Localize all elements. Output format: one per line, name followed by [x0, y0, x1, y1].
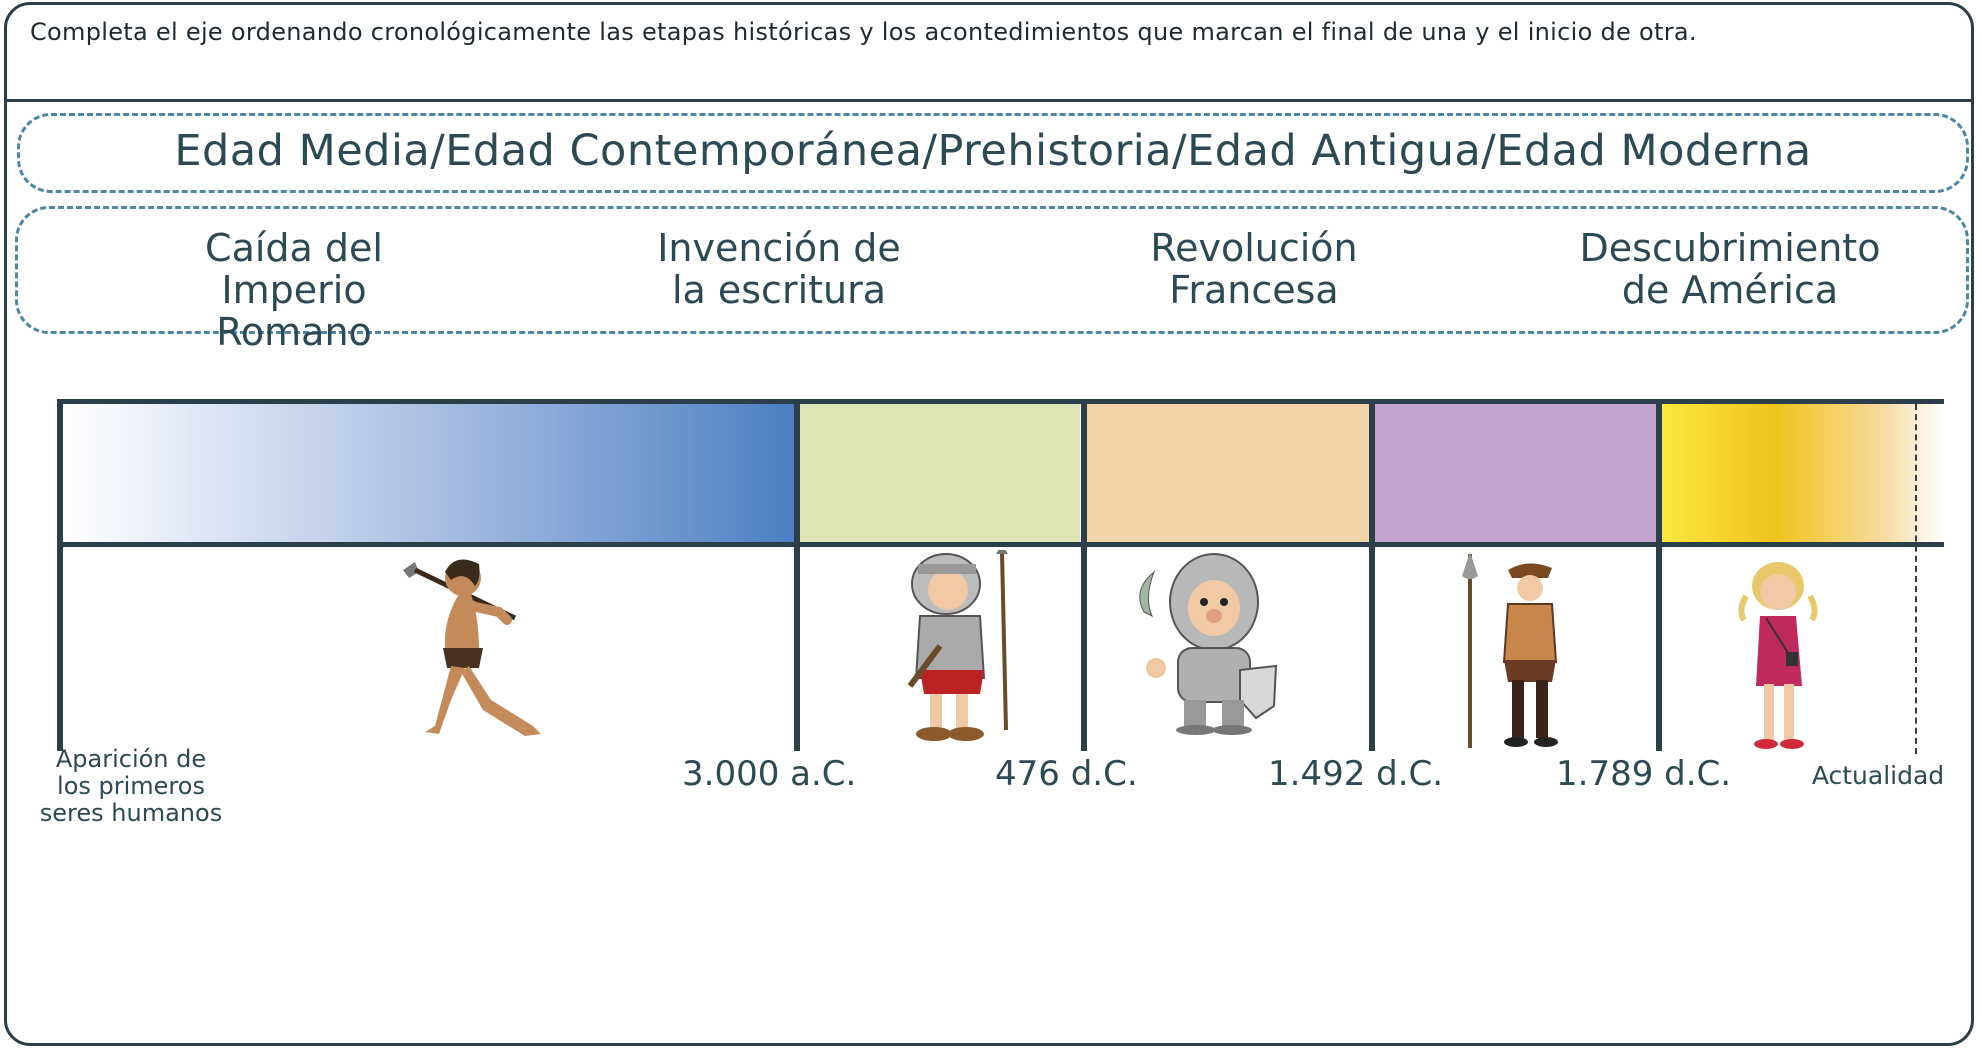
start-label: Aparición de los primeros seres humanos: [39, 745, 223, 827]
event-line: de América: [1621, 268, 1839, 312]
periods-text: Edad Media/Edad Contemporánea/Prehistoria/Edad Antigua/Edad Moderna: [174, 126, 1812, 176]
event-line: Descubrimiento: [1579, 226, 1881, 270]
event-line: la escritura: [671, 268, 887, 312]
event-card: [1089, 227, 1419, 311]
instruction-text: Completa el eje ordenando cronológicamente las etapas históricas y los acontedimientos que marcan el final de una y el inicio de otra.: [30, 18, 1697, 46]
period-slot-3[interactable]: [1086, 404, 1369, 542]
periods-word-bank: [17, 113, 1969, 193]
instruction-bar: [4, 2, 1974, 102]
roman-soldier-figure: [890, 550, 1030, 745]
period-slot-4[interactable]: [1374, 404, 1657, 542]
date-label: 1.789 d.C.: [1556, 754, 1732, 794]
events-word-bank: [15, 206, 1969, 354]
period-slot-1[interactable]: [62, 404, 794, 542]
event-line: Invención de: [657, 226, 901, 270]
period-slot-5[interactable]: [1662, 404, 1944, 542]
timeline-divider: [1656, 399, 1662, 751]
event-line: Francesa: [1169, 268, 1339, 312]
period-slot-2[interactable]: [799, 404, 1080, 542]
event-card: [1565, 227, 1895, 311]
date-label: 476 d.C.: [995, 754, 1138, 794]
caveman-figure: [395, 550, 555, 750]
event-card: [129, 227, 459, 353]
date-label: 3.000 a.C.: [682, 754, 857, 794]
event-card: [614, 227, 944, 311]
timeline-divider: [57, 399, 63, 751]
event-line: Revolución: [1150, 226, 1358, 270]
date-label: 1.492 d.C.: [1268, 754, 1444, 794]
timeline-divider: [1081, 399, 1087, 751]
timeline-divider: [794, 399, 800, 751]
event-line: Romano: [216, 310, 372, 354]
end-label: Actualidad: [1811, 761, 1945, 790]
event-line: Caída del Imperio: [205, 226, 383, 312]
timeline-present-marker: [1915, 404, 1917, 754]
renaissance-guard-figure: [1448, 550, 1578, 750]
knight-figure: [1122, 550, 1302, 735]
modern-girl-figure: [1730, 556, 1830, 752]
timeline-divider: [1369, 399, 1375, 751]
